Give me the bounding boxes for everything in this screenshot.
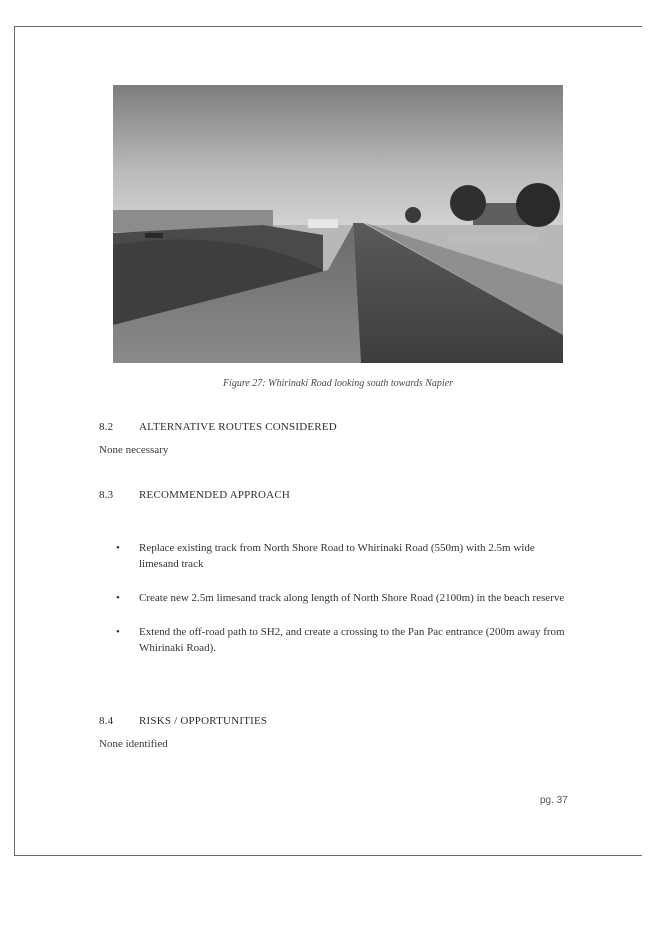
bullet-icon: • [116,626,120,638]
section-title: ALTERNATIVE ROUTES CONSIDERED [139,421,337,433]
section-number: 8.4 [99,715,114,727]
bullet-icon: • [116,542,120,554]
list-item: • Extend the off-road path to SH2, and create a crossing to the Pan Pac entrance (200m away from Whirinaki Road). [116,626,565,654]
section-body-8-2: None necessary [99,444,169,456]
section-number: 8.3 [99,489,114,501]
section-heading-8-2 [99,421,337,433]
list-item: • Create new 2.5m limesand track along length of North Shore Road (2100m) in the beach reserve [116,592,565,604]
section-heading-8-3 [99,489,290,501]
section-title: RECOMMENDED APPROACH [139,489,290,501]
section-title: RISKS / OPPORTUNITIES [139,715,268,727]
section-body-8-4: None identified [99,738,168,750]
page-border-left [14,26,15,856]
figure-photo-whirinaki-road [113,85,563,363]
section-heading-8-4 [99,715,267,727]
section-number: 8.2 [99,421,114,433]
page-number: pg. 37 [540,795,568,806]
page-border-bottom [14,855,642,856]
bullet-icon: • [116,592,120,604]
figure-caption: Figure 27: Whirinaki Road looking south towards Napier [222,378,454,389]
list-item: • Replace existing track from North Shore Road to Whirinaki Road (550m) with 2.5m wide limesand track [116,542,535,570]
recommended-approach-list [116,540,576,674]
page-border-top [14,26,642,27]
